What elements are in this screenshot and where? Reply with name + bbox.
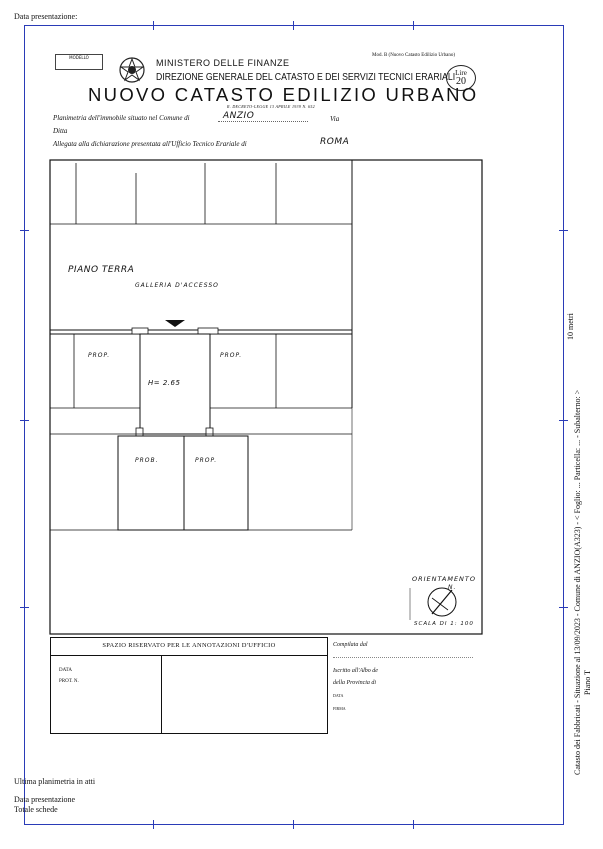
office-box-title: SPAZIO RISERVATO PER LE ANNOTAZIONI D'UFFICIO: [102, 642, 276, 649]
north-label: N.: [448, 584, 457, 591]
ditta-label: Ditta: [53, 127, 68, 135]
room-label-2: PROP.: [220, 352, 243, 359]
allegata-label: Allegata alla dichiarazione presentata all'Ufficio Tecnico Erariale di: [53, 140, 247, 148]
office-data-label: DATA: [59, 668, 72, 673]
ministry-line2: DIREZIONE GENERALE DEL CATASTO E DEI SERVIZI TECNICI ERARIALI: [156, 71, 456, 83]
side-piano: Piano T: [583, 670, 592, 695]
frame-left: [24, 25, 25, 825]
footer-data-presentazione: Data presentazione: [14, 795, 76, 804]
floor-plan: [48, 158, 484, 636]
room-label-1: PROP.: [88, 352, 111, 359]
side-catasto-line: Catasto dei Fabbricati - Situazione al 13/09/2023 - Comune di ANZIO(A323) - < Foglio: ... Particella: ... - Subalterno: >: [573, 389, 582, 775]
stamp: MODELLO: [55, 54, 103, 70]
ufficio-value: ROMA: [320, 137, 350, 147]
compiled-firma-label: FIRMA: [333, 706, 346, 711]
gallery-label: GALLERIA D'ACCESSO: [135, 282, 219, 289]
side-metri: 10 metri: [566, 313, 575, 340]
floor-label: PIANO TERRA: [68, 265, 135, 275]
data-presentazione-header: Data presentazione:: [14, 12, 78, 21]
office-annotations-box: [50, 637, 328, 734]
frame-top: [24, 25, 564, 26]
room-label-3: PROB.: [135, 457, 159, 464]
document-subtitle: R. DECRETO-LEGGE 13 APRILE 1939 N. 652: [227, 104, 315, 109]
compiled-data-label: DATA: [333, 693, 344, 698]
ministry-line1: MINISTERO DELLE FINANZE: [156, 58, 290, 68]
height-label: H= 2.65: [148, 379, 181, 387]
room-label-4: PROP.: [195, 457, 218, 464]
office-prot-label: PROT. N.: [59, 679, 79, 684]
footer-ultima: Ultima planimetria in atti: [14, 777, 96, 786]
planimetria-label: Planimetria dell'immobile situato nel Comune di: [53, 114, 190, 122]
scale-label: SCALA DI 1: 100: [414, 621, 474, 627]
footer-totale-schede: Totale schede: [14, 805, 58, 814]
provincia-label: della Provincia di: [333, 680, 377, 686]
emblem-icon: [118, 55, 146, 85]
compilata-label: Compilata dal: [333, 642, 368, 648]
frame-bottom: [24, 824, 564, 825]
via-label: Via: [330, 115, 340, 123]
lire-badge: Lire 20: [446, 65, 476, 91]
orientation-label: ORIENTAMENTO: [412, 575, 477, 583]
model-ref: Mod. B (Nuovo Catasto Edilizio Urbano): [372, 53, 456, 58]
comune-value: ANZIO: [223, 111, 255, 121]
document-title: NUOVO CATASTO EDILIZIO URBANO: [88, 84, 479, 105]
frame-right: [563, 25, 564, 825]
entrance-arrow-icon: [165, 320, 185, 327]
iscritto-label: Iscritto all'Albo de: [333, 668, 378, 674]
